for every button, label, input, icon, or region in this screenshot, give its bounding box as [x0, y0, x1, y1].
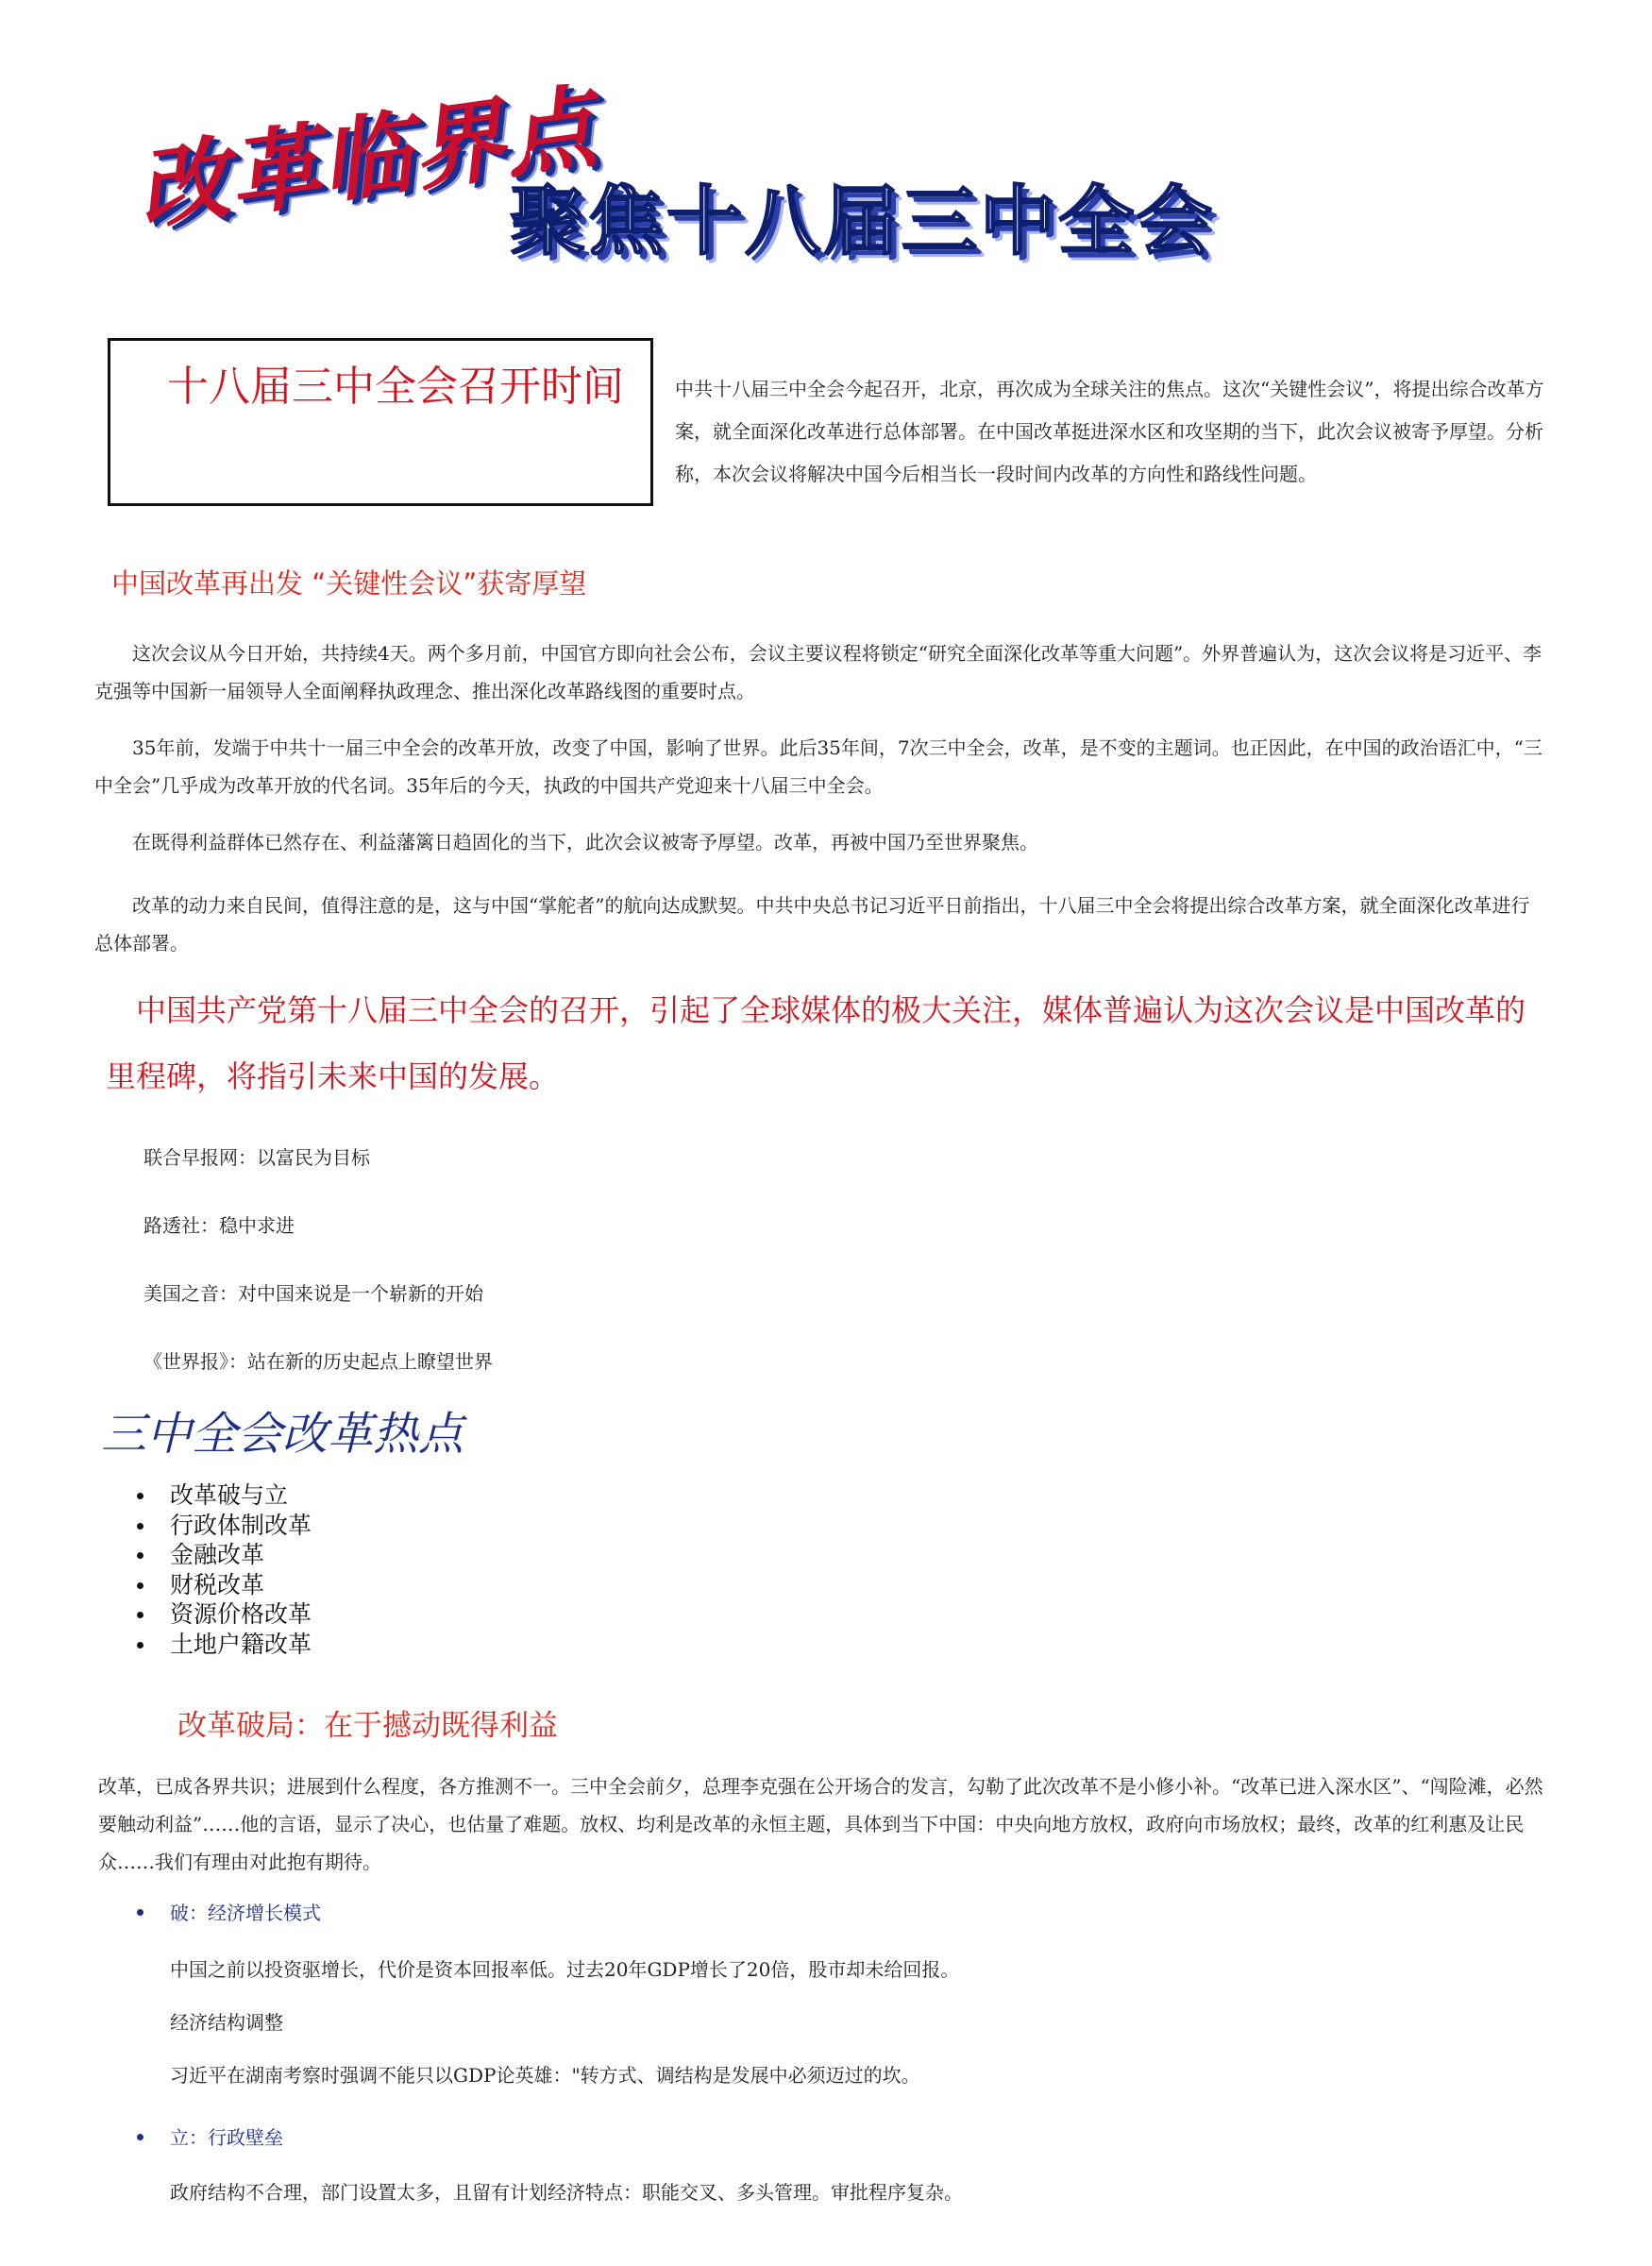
section2-paragraph: 改革，已成各界共识；进展到什么程度，各方推测不一。三中全会前夕，总理李克强在公开场合的发言，勾勒了此次改革不是小修小补。“改革已进入深水区”、“闯险滩，必然要触动利益”……他的言语，显示了决心，也估量了难题。放权、均利是改革的永恒主题，具体到当下中国：中央向地方放权，政府向市场放权；最终，改革的红利惠及让民众……我们有理由对此抱有期待。	[98, 1775, 1543, 1873]
item1-line-2: 经济结构调整	[170, 2011, 283, 2034]
media-quote-4: 《世界报》：站在新的历史起点上瞭望世界	[143, 1350, 493, 1373]
intro-paragraph: 中共十八届三中全会今起召开，北京，再次成为全球关注的焦点。这次“关键性会议”，将提出综合改革方案，就全面深化改革进行总体部署。在中国改革挺进深水区和攻坚期的当下，此次会议被寄予厚望。分析称，本次会议将解决中国今后相当长一段时间内改革的方向性和路线性问题。	[675, 378, 1544, 485]
media-highlight: 中国共产党第十八届三中全会的召开，引起了全球媒体的极大关注，媒体普遍认为这次会议是中国改革的里程碑，将指引未来中国的发展。	[106, 992, 1526, 1094]
list-item: 金融改革	[123, 1540, 312, 1570]
hotspots-title: 三中全会改革热点	[101, 1408, 464, 1461]
item2-line-1: 政府结构不合理，部门设置太多，且留有计划经济特点：职能交叉、多头管理。审批程序复杂。	[170, 2181, 963, 2204]
section1-paragraph-2: 35年前，发端于中共十一届三中全会的改革开放，改变了中国，影响了世界。此后35年间，7次三中全会，改革，是不变的主题词。也正因此，在中国的政治语汇中，“三中全会”几乎成为改革开放的代名词。35年后的今天，执政的中国共产党迎来十八届三中全会。	[94, 736, 1542, 797]
meeting-time-box-title: 十八届三中全会召开时间	[167, 363, 624, 411]
media-quote-3: 美国之音：对中国来说是一个崭新的开始	[143, 1282, 483, 1305]
item2-heading: 立：行政壁垒	[132, 2122, 283, 2150]
item1-line-1: 中国之前以投资驱增长，代价是资本回报率低。过去20年GDP增长了20倍，股市却未给回报。	[170, 1958, 960, 1981]
item1-line-3: 习近平在湖南考察时强调不能只以GDP论英雄："转方式、调结构是发展中必须迈过的坎。	[170, 2064, 920, 2087]
list-item: 行政体制改革	[123, 1511, 312, 1541]
list-item: 改革破与立	[123, 1480, 312, 1511]
section1-paragraph-3: 在既得利益群体已然存在、利益藩篱日趋固化的当下，此次会议被寄予厚望。改革，再被中国乃至世界聚焦。	[132, 831, 1038, 854]
section1-paragraph-1: 这次会议从今日开始，共持续4天。两个多月前，中国官方即向社会公布，会议主要议程将锁定“研究全面深化改革等重大问题”。外界普遍认为，这次会议将是习近平、李克强等中国新一届领导人全面阐释执政理念、推出深化改革路线图的重要时点。	[94, 642, 1542, 702]
masthead-title-left: 改革临界点	[130, 73, 604, 244]
item1-heading: 破：经济增长模式	[132, 1898, 321, 1925]
list-item: 资源价格改革	[123, 1599, 312, 1630]
media-quote-2: 路透社：稳中求进	[143, 1214, 295, 1237]
section1-subtitle: 中国改革再出发 “关键性会议”获寄厚望	[111, 567, 587, 600]
masthead-title-right: 聚焦十八届三中全会	[510, 178, 1215, 265]
section1-paragraph-4: 改革的动力来自民间，值得注意的是，这与中国“掌舵者”的航向达成默契。中共中央总书记习近平日前指出，十八届三中全会将提出综合改革方案，就全面深化改革进行总体部署。	[94, 894, 1530, 955]
media-quote-1: 联合早报网：以富民为目标	[143, 1146, 370, 1169]
section2-subtitle: 改革破局：在于撼动既得利益	[177, 1709, 558, 1743]
meeting-time-box	[108, 338, 653, 506]
hotspots-list	[123, 1480, 312, 1659]
list-item: 财税改革	[123, 1570, 312, 1600]
list-item: 土地户籍改革	[123, 1630, 312, 1660]
